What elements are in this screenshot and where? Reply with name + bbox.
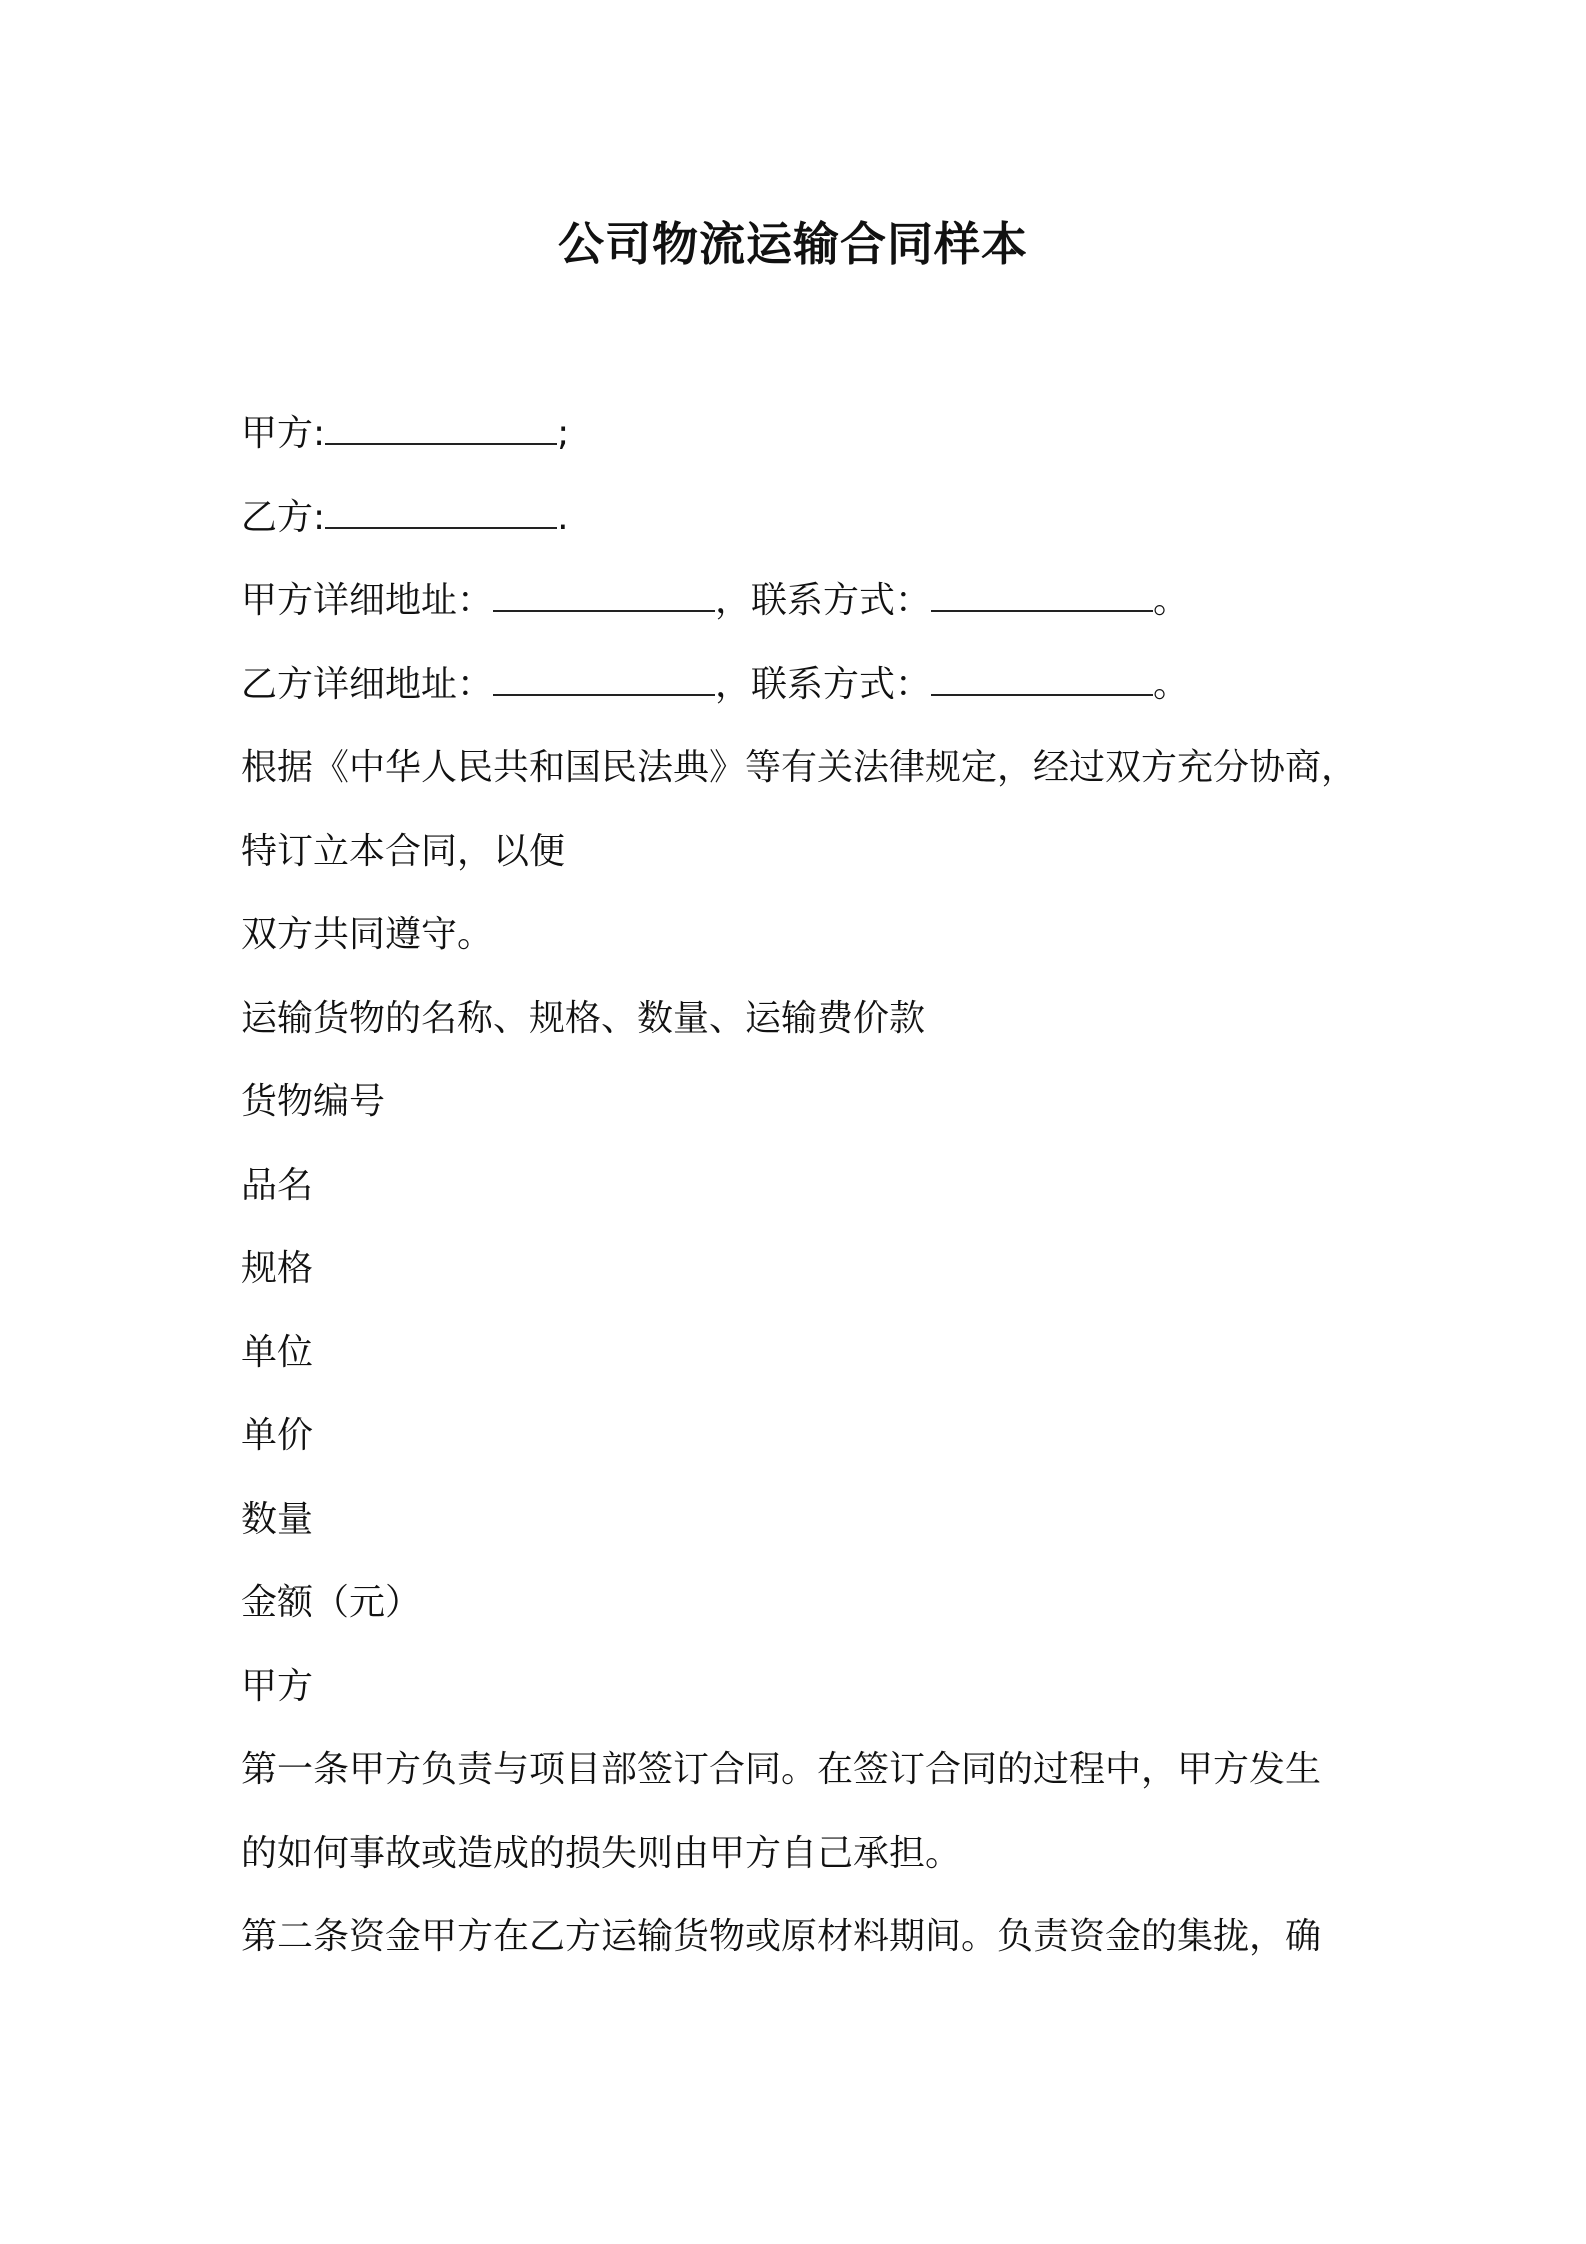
- party-a-label: 甲方:: [241, 413, 326, 454]
- party-a-blank: [325, 417, 557, 445]
- party-b-contact-end: 。: [1153, 663, 1190, 705]
- party-b-address-label: 乙方详细地址：: [241, 663, 494, 705]
- field-specification: 规格: [241, 1248, 314, 1289]
- party-a-contact-end: 。: [1153, 580, 1190, 621]
- field-quantity: 数量: [241, 1498, 314, 1540]
- party-a-address-label: 甲方详细地址：: [241, 580, 494, 621]
- party-a-address-line: [241, 575, 1361, 659]
- party-a-contact-blank: [931, 584, 1153, 612]
- document-title: 公司物流运输合同样本: [558, 217, 1028, 271]
- preamble-line-1: 根据《中华人民共和国民法典》等有关法律规定，经过双方充分协商，: [241, 747, 1358, 788]
- party-a-heading: 甲方: [241, 1665, 314, 1707]
- article-1-line-1: 第一条甲方负责与项目部签订合同。在签订合同的过程中，甲方发生: [241, 1749, 1322, 1790]
- party-a-end: ;: [557, 413, 570, 454]
- party-b-label: 乙方:: [241, 496, 326, 538]
- party-b-blank: [325, 501, 557, 529]
- party-a-line: [241, 408, 1361, 492]
- field-amount: 金额（元）: [241, 1582, 422, 1623]
- article-1-line-2: 的如何事故或造成的损失则由甲方自己承担。: [241, 1832, 962, 1874]
- document-body: [241, 408, 1361, 1995]
- preamble-line-3: 双方共同遵守。: [241, 914, 494, 955]
- preamble-line-2: 特订立本合同，以便: [241, 830, 566, 872]
- party-b-line: [241, 492, 1361, 576]
- field-unit-price: 单价: [241, 1415, 314, 1456]
- field-product-name: 品名: [241, 1164, 314, 1206]
- goods-heading: 运输货物的名称、规格、数量、运输费价款: [241, 997, 926, 1039]
- field-goods-number: 货物编号: [241, 1081, 386, 1122]
- article-2-line-1: 第二条资金甲方在乙方运输货物或原材料期间。负责资金的集拢，确: [241, 1916, 1322, 1957]
- party-b-end: .: [557, 496, 569, 538]
- party-a-address-blank: [493, 584, 715, 612]
- party-b-contact-label: ，联系方式：: [715, 663, 932, 705]
- party-b-address-line: [241, 659, 1361, 743]
- field-unit: 单位: [241, 1331, 314, 1373]
- party-b-contact-blank: [931, 668, 1153, 696]
- party-b-address-blank: [493, 668, 715, 696]
- party-a-contact-label: ，联系方式：: [715, 580, 932, 621]
